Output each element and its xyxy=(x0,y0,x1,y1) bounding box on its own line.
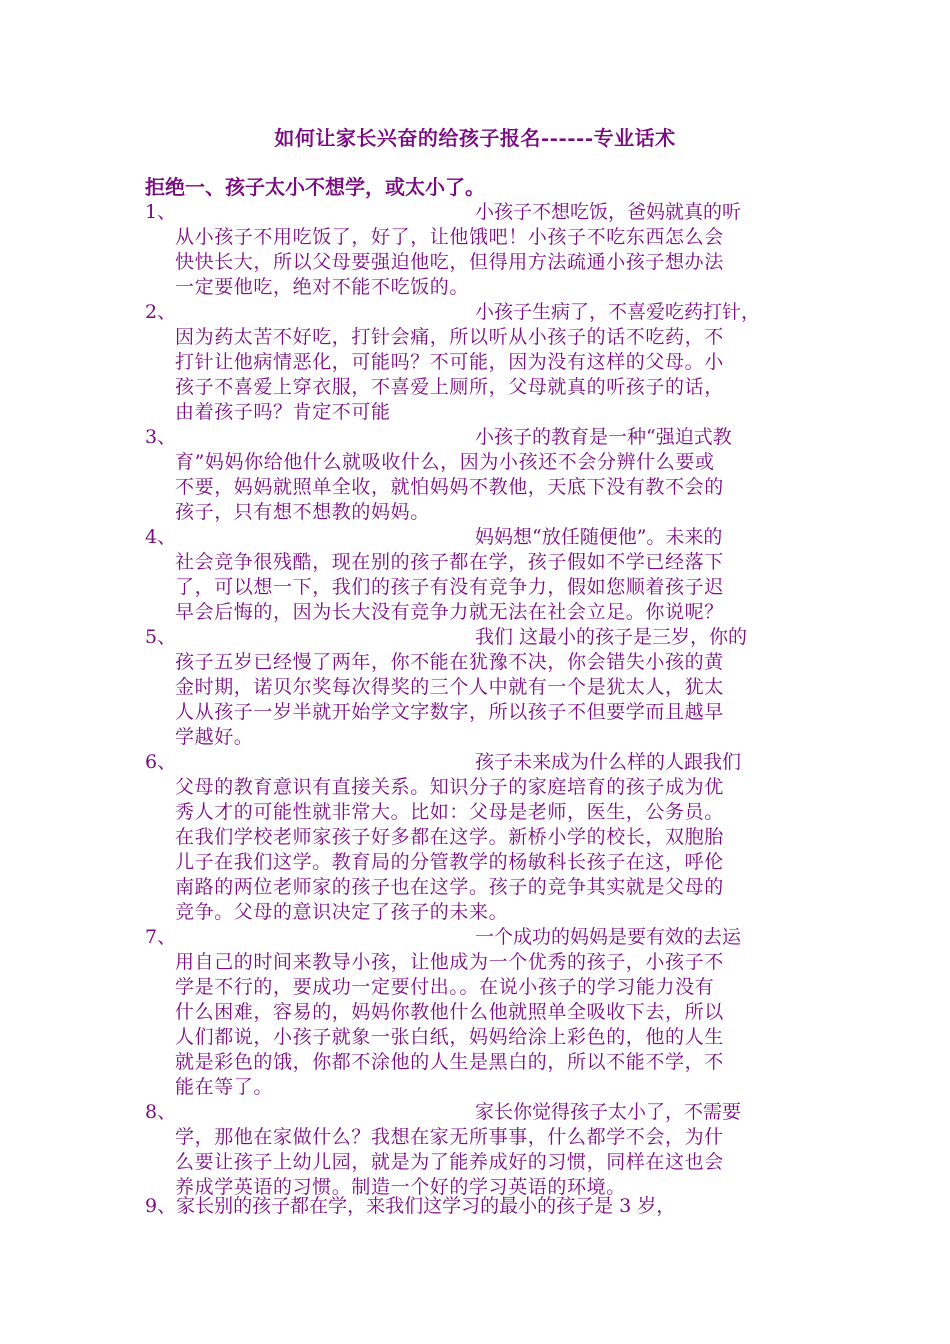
item-number: 1、 xyxy=(145,201,177,223)
list-item xyxy=(0,525,950,625)
document-title: 如何让家长兴奋的给孩子报名------专业话术 xyxy=(274,126,676,150)
item-line: 打针让他病情恶化，可能吗？不可能，因为没有这样的父母。小 xyxy=(175,351,724,373)
list-item xyxy=(0,300,950,425)
item-line: 父母的教育意识有直接关系。知识分子的家庭培育的孩子成为优 xyxy=(175,776,724,798)
item-body xyxy=(0,650,805,750)
section-heading: 拒绝一、孩子太小不想学，或太小了。 xyxy=(145,175,485,199)
item-line: 人从孩子一岁半就开始学文字数字，所以孩子不但要学而且越早 xyxy=(175,701,724,723)
item-line: 孩子不喜爱上穿衣服，不喜爱上厕所，父母就真的听孩子的话， xyxy=(175,376,724,398)
item-first-line: 家长你觉得孩子太小了，不需要 xyxy=(475,1101,742,1123)
item-first-line: 小孩子不想吃饭，爸妈就真的听 xyxy=(475,201,742,223)
item-number: 6、 xyxy=(145,751,177,773)
item-line: 养成学英语的习惯。制造一个好的学习英语的环境。 xyxy=(175,1176,626,1198)
item-line: 因为药太苦不好吃，打针会痛，所以听从小孩子的话不吃药，不 xyxy=(175,326,724,348)
item-line: 一定要他吃，绝对不能不吃饭的。 xyxy=(175,276,470,298)
item-line: 了，可以想一下，我们的孩子有没有竞争力，假如您顺着孩子迟 xyxy=(175,576,724,598)
item-line: 由着孩子吗？肯定不可能 xyxy=(175,401,391,423)
item-line: 学是不行的，要成功一定要付出。。在说小孩子的学习能力没有 xyxy=(175,976,715,998)
list-item xyxy=(0,200,950,300)
item-line: 孩子，只有想不想教的妈妈。 xyxy=(175,501,430,523)
item-line: 竞争。父母的意识决定了孩子的未来。 xyxy=(175,901,509,923)
list-item xyxy=(0,925,950,1100)
list-item xyxy=(0,425,950,525)
item-line: 么要让孩子上幼儿园，就是为了能养成好的习惯，同样在这也会 xyxy=(175,1151,724,1173)
item-list xyxy=(0,200,950,1200)
item-line: 用自己的时间来教导小孩，让他成为一个优秀的孩子，小孩子不 xyxy=(175,951,724,973)
item-first-line: 孩子未来成为什么样的人跟我们 xyxy=(475,751,742,773)
item-first-line: 妈妈想“放任随便他”。未来的 xyxy=(475,526,723,548)
item-first-line: 一个成功的妈妈是要有效的去运 xyxy=(475,926,742,948)
item-line: 金时期，诺贝尔奖每次得奖的三个人中就有一个是犹太人，犹太 xyxy=(175,676,724,698)
item-line: 什么困难，容易的，妈妈你教他什么他就照单全吸收下去，所以 xyxy=(175,1001,724,1023)
item-body xyxy=(0,450,805,525)
item-line: 秀人才的可能性就非常大。比如：父母是老师，医生，公务员。 xyxy=(175,801,724,823)
item-line: 早会后悔的，因为长大没有竞争力就无法在社会立足。你说呢？ xyxy=(175,601,724,623)
item-line: 能在等了。 xyxy=(175,1076,274,1098)
item-line: 儿子在我们这学。教育局的分管教学的杨敏科长孩子在这，呼伦 xyxy=(175,851,724,873)
item-line: 社会竞争很残酷，现在别的孩子都在学，孩子假如不学已经落下 xyxy=(175,551,724,573)
item-number: 2、 xyxy=(145,301,177,323)
item-line: 孩子五岁已经慢了两年，你不能在犹豫不决，你会错失小孩的黄 xyxy=(175,651,724,673)
item-body xyxy=(0,775,805,925)
item-first-line: 小孩子的教育是一种“强迫式教 xyxy=(475,426,732,448)
item-first-line: 我们 这最小的孩子是三岁，你的 xyxy=(475,626,748,648)
item-line: 快快长大，所以父母要强迫他吃，但得用方法疏通小孩子想办法 xyxy=(175,251,724,273)
item-body xyxy=(0,325,805,425)
item-body xyxy=(0,225,805,300)
item-line: 学越好。 xyxy=(175,726,254,748)
item-number: 8、 xyxy=(145,1101,177,1123)
list-item xyxy=(0,625,950,750)
item-line: 在我们学校老师家孩子好多都在这学。新桥小学的校长，双胞胎 xyxy=(175,826,724,848)
item-number: 4、 xyxy=(145,526,177,548)
item-number: 3、 xyxy=(145,426,177,448)
item-line: 不要，妈妈就照单全收，就怕妈妈不教他，天底下没有教不会的 xyxy=(175,476,724,498)
list-item xyxy=(0,1100,950,1200)
item-body xyxy=(0,550,805,625)
item-line: 育”妈妈你给他什么就吸收什么，因为小孩还不会分辨什么要或 xyxy=(175,451,715,473)
item-line: 学，那他在家做什么？我想在家无所事事，什么都学不会，为什 xyxy=(175,1126,724,1148)
item-line: 从小孩子不用吃饭了，好了，让他饿吧！小孩子不吃东西怎么会 xyxy=(175,226,724,248)
list-item xyxy=(0,750,950,925)
item-first-line: 小孩子生病了，不喜爱吃药打针， xyxy=(475,301,761,323)
item-number: 7、 xyxy=(145,926,177,948)
item-body xyxy=(0,950,805,1100)
list-item-9: 9、家长别的孩子都在学，来我们这学习的最小的孩子是 3 岁， xyxy=(145,1195,676,1217)
item-line: 就是彩色的饿，你都不涂他的人生是黑白的，所以不能不学，不 xyxy=(175,1051,724,1073)
item-body xyxy=(0,1125,805,1200)
item-line: 南路的两位老师家的孩子也在这学。孩子的竞争其实就是父母的 xyxy=(175,876,724,898)
item-line: 人们都说，小孩子就象一张白纸，妈妈给涂上彩色的，他的人生 xyxy=(175,1026,724,1048)
item-number: 5、 xyxy=(145,626,177,648)
